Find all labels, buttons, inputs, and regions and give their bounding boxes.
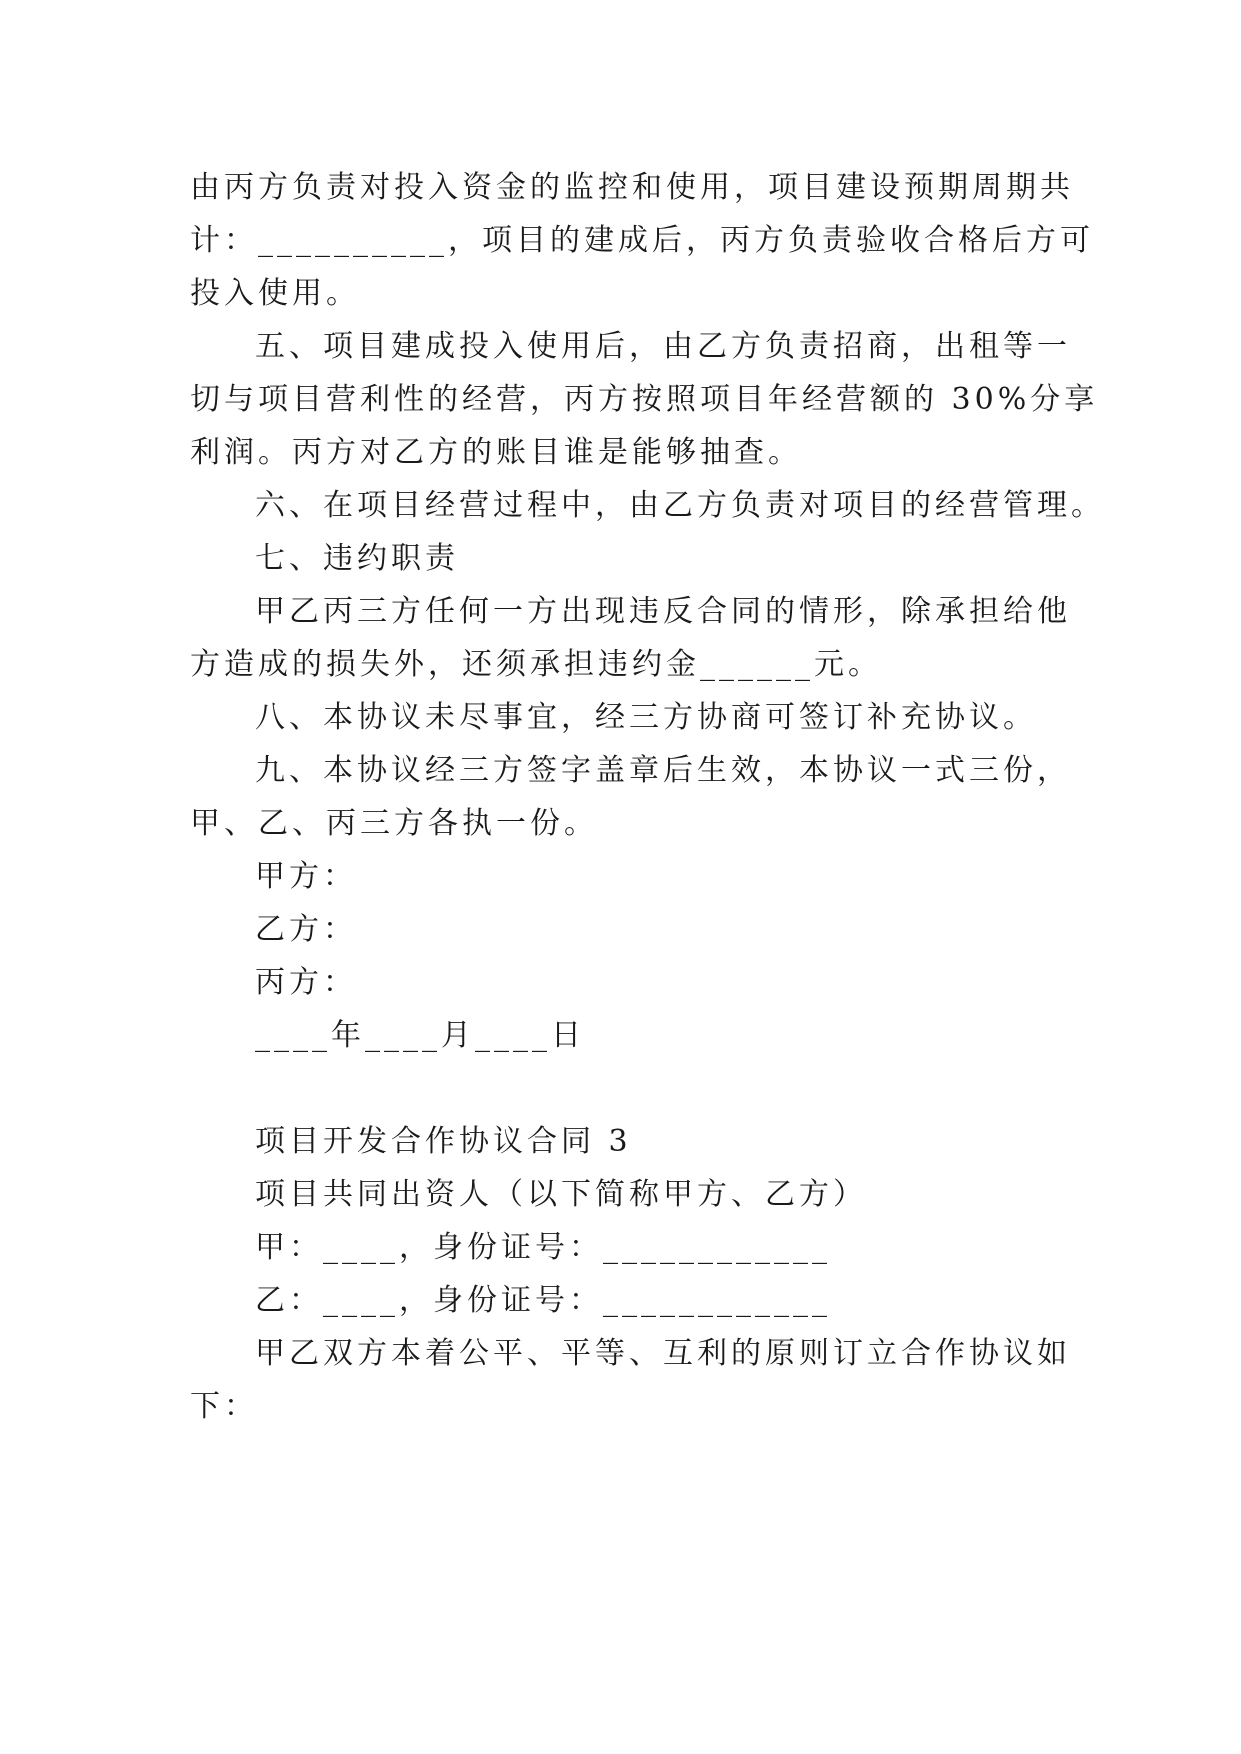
- text-line: 项目共同出资人（以下简称甲方、乙方）: [255, 1177, 867, 1212]
- text-line: 五、项目建成投入使用后，由乙方负责招商，出租等一: [255, 329, 1071, 364]
- text-line: 切与项目营利性的经营，丙方按照项目年经营额的 30%分享: [190, 382, 1099, 417]
- text-line: 甲乙丙三方任何一方出现违反合同的情形，除承担给他: [255, 594, 1071, 629]
- party-a-id-line: 甲：____，身份证号：____________: [255, 1230, 831, 1265]
- signature-party-b: 乙方：: [255, 912, 357, 947]
- signature-party-a: 甲方：: [255, 859, 357, 894]
- text-line: 计：__________，项目的建成后，丙方负责验收合格后方可: [190, 223, 1094, 258]
- text-line: 甲乙双方本着公平、平等、互利的原则订立合作协议如: [255, 1336, 1071, 1371]
- text-line: 由丙方负责对投入资金的监控和使用，项目建设预期周期共: [190, 170, 1074, 205]
- signature-party-c: 丙方：: [255, 965, 357, 1000]
- text-line: 下：: [190, 1389, 258, 1424]
- contract-title: 项目开发合作协议合同 3: [255, 1124, 632, 1159]
- text-line: 甲、乙、丙三方各执一份。: [190, 806, 598, 841]
- text-line: 六、在项目经营过程中，由乙方负责对项目的经营管理。: [255, 488, 1105, 523]
- text-line: 九、本协议经三方签字盖章后生效，本协议一式三份，: [255, 753, 1071, 788]
- party-b-id-line: 乙：____，身份证号：____________: [255, 1283, 831, 1318]
- text-line: 投入使用。: [190, 276, 360, 311]
- section-heading: 七、违约职责: [255, 541, 459, 576]
- text-line: 八、本协议未尽事宜，经三方协商可签订补充协议。: [255, 700, 1037, 735]
- signature-date: ____年____月____日: [255, 1018, 585, 1053]
- text-line: 方造成的损失外，还须承担违约金______元。: [190, 647, 882, 682]
- text-line: 利润。丙方对乙方的账目谁是能够抽查。: [190, 435, 802, 470]
